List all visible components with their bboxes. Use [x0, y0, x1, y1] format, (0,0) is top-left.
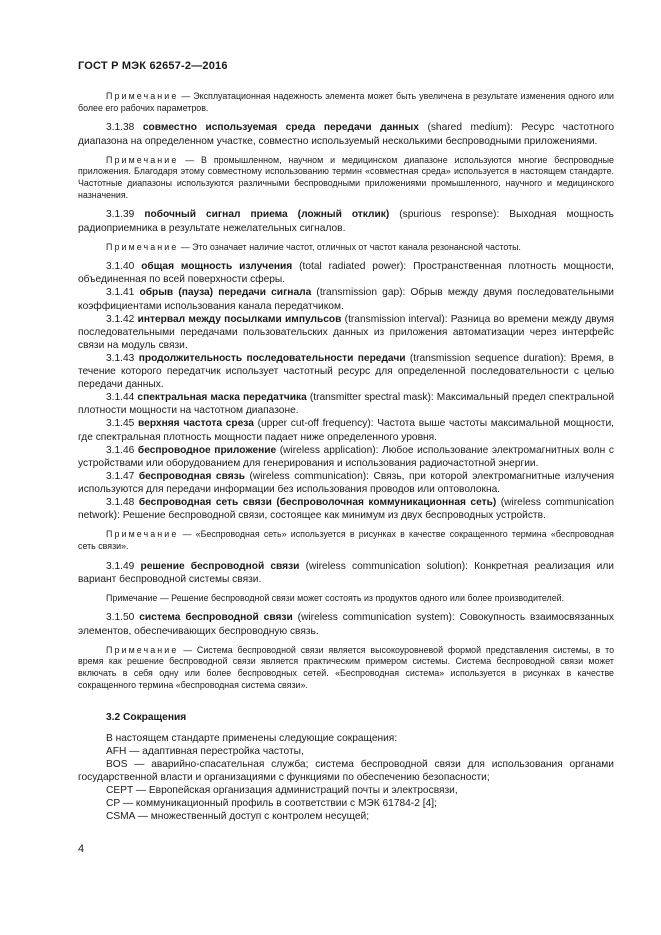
definition-3-1-50: 3.1.50 система беспроводной связи (wireless communication system): Совокупность взаимосвязанных элементов, обеспечивающих беспроводную связь.: [78, 612, 614, 637]
note: Примечание — «Беспроводная сеть» используется в рисунках в качестве сокращенного термина «беспроводная сеть связи».: [78, 529, 614, 551]
definition-3-1-48: 3.1.48 беспроводная сеть связи (беспроволочная коммуникационная сеть) (wireless communication network): Решение беспроводной связи, состоящее как минимум из двух беспроводных устройств.: [78, 496, 614, 522]
note: Примечание — В промышленном, научном и медицинском диапазоне используются многие беспроводные приложения. Благодаря этому совместному использованию термин «совместная среда» используется в настоящем стандарте. Частотные диапазоны используются различными беспроводными приложениями промышленного, научного и медицинского назначения.: [78, 154, 614, 200]
abbreviation-afh: AFH — адаптивная перестройка частоты,: [106, 745, 304, 757]
definition-3-1-49: 3.1.49 решение беспроводной связи (wireless communication solution): Конкретная реализация или вариант беспроводной системы связи.: [78, 560, 614, 585]
abbreviation-cept: CEPT — Европейская организация администраций почты и электросвязи,: [106, 784, 458, 796]
definition-3-1-39: 3.1.39 побочный сигнал приема (ложный отклик) (spurious response): Выходная мощность радиоприемника в результате нежелательных сигналов.: [78, 209, 614, 234]
abbreviation-csma: CSMA — множественный доступ с контролем несущей;: [106, 811, 370, 823]
note: Примечание — Это означает наличие частот, отличных от частот канала резонансной частоты.: [106, 241, 521, 252]
definition-3-1-40: 3.1.40 общая мощность излучения (total radiated power): Пространственная плотность мощности, объединенная по всей поверхности сферы.: [78, 261, 614, 286]
abbreviations-intro: В настоящем стандарте применены следующие сокращения:: [106, 732, 398, 744]
abbreviation-cp: CP — коммуникационный профиль в соответствии с МЭК 61784-2 [4];: [106, 798, 437, 810]
page-content: [78, 91, 614, 823]
definition-3-1-47: 3.1.47 беспроводная связь (wireless communication): Связь, при которой электромагнитные излучения используются для передачи информации без использования проводов или оптоволокна.: [78, 470, 614, 495]
page-number: 4: [78, 843, 85, 855]
definition-3-1-42: 3.1.42 интервал между посылками импульсов (transmission interval): Разница во времени между двумя последовательными передачами пользовательских данных из приложения автоматизации через интерфейс связи на модуль связи.: [78, 313, 614, 351]
definition-3-1-44: 3.1.44 спектральная маска передатчика (transmitter spectral mask): Максимальный предел спектральной плотности мощности на частотном диапазоне.: [78, 392, 615, 417]
page-header: ГОСТ Р МЭК 62657-2—2016: [78, 60, 228, 72]
definition-3-1-38: 3.1.38 совместно используемая среда передачи данных (shared medium): Ресурс частотного диапазона на определенном участке, совместно используемый несколькими беспроводными приложениями.: [78, 122, 614, 147]
note: Примечание — Система беспроводной связи является высокоуровневой формой представления системы, в то время как решение беспроводной связи является практическим примером системы. Система беспроводной связи может включать в себя одну или более беспроводных сетей. «Беспроводная система» используется в рисунках в качестве сокращенного термина «беспроводная система связи».: [78, 644, 614, 690]
note: Примечание — Эксплуатационная надежность элемента может быть увеличена в результате изменения одного или более его рабочих параметров.: [78, 91, 614, 113]
definition-3-1-41: 3.1.41 обрыв (пауза) передачи сигнала (transmission gap): Обрыв между двумя последовательными коэффициентами использования канала передатчиком.: [78, 287, 614, 312]
abbreviation-bos: BOS — аварийно-спасательная служба; система беспроводной связи для использования органами государственной власти и организациями с функциями по обеспечению безопасности;: [78, 758, 614, 783]
note: Примечание — Решение беспроводной связи может состоять из продуктов одного или более производителей.: [106, 592, 565, 603]
definition-3-1-43: 3.1.43 продолжительность последовательности передачи (transmission sequence duration): Время, в течение которого передатчик использует частотный ресурс для определенной последовательности с целью передачи данных.: [78, 352, 614, 391]
section-heading: 3.2 Сокращения: [106, 712, 187, 724]
definition-3-1-45: 3.1.45 верхняя частота среза (upper cut-off frequency): Частота выше частоты максимальной мощности, где спектральная плотность мощности падает ниже определенного уровня.: [78, 418, 614, 443]
definition-3-1-46: 3.1.46 беспроводное приложение (wireless application): Любое использование электромагнитных волн с устройствами или оборудованием для генерирования и использования радиочастотной энергии.: [78, 444, 614, 469]
